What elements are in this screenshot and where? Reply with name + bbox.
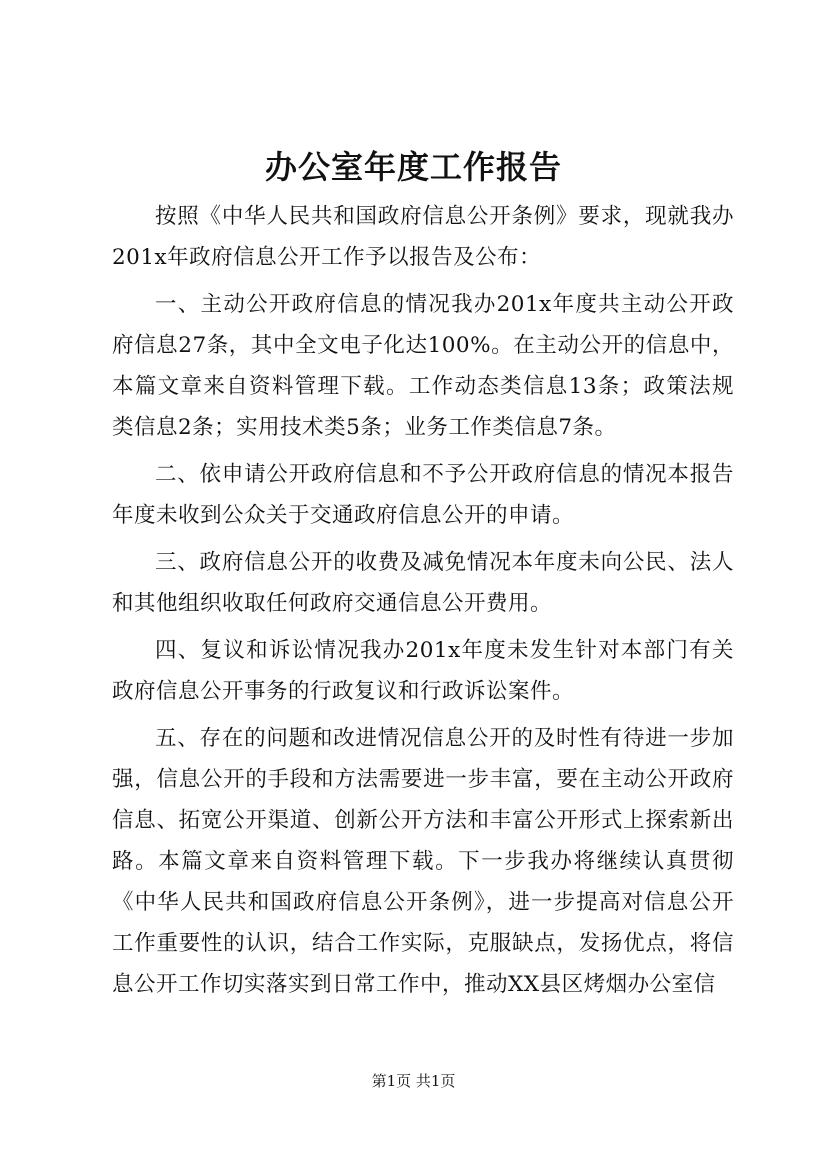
paragraph-section-5: 五、存在的问题和改进情况信息公开的及时性有待进一步加强，信息公开的手段和方法需要进一步丰富，要在主动公开政府信息、拓宽公开渠道、创新公开方法和丰富公开形式上探索新出路。本篇文章来自资料管理下载。下一步我办将继续认真贯彻《中华人民共和国政府信息公开条例》，进一步提高对信息公开工作重要性的认识，结合工作实际，克服缺点，发扬优点，将信息公开工作切实落实到日常工作中，推动XX县区烤烟办公室信 (112, 726, 734, 997)
document-body (112, 196, 734, 1011)
paragraph-section-3: 三、政府信息公开的收费及减免情况本年度未向公民、法人和其他组织收取任何政府交通信息公开费用。 (112, 550, 734, 616)
paragraph-section-1: 一、主动公开政府信息的情况我办201x年度共主动公开政府信息27条，其中全文电子化达100%。在主动公开的信息中，本篇文章来自资料管理下载。工作动态类信息13条；政策法规类信息2条；实用技术类5条；业务工作类信息7条。 (112, 292, 734, 440)
page-number-footer: 第1页 共1页 (371, 1072, 456, 1090)
paragraph-intro: 按照《中华人民共和国政府信息公开条例》要求，现就我办201x年政府信息公开工作予以报告及公布： (112, 204, 734, 270)
paragraph-section-2: 二、依申请公开政府信息和不予公开政府信息的情况本报告年度未收到公众关于交通政府信息公开的申请。 (112, 462, 734, 528)
paragraph-section-4: 四、复议和诉讼情况我办201x年度未发生针对本部门有关政府信息公开事务的行政复议和行政诉讼案件。 (112, 638, 734, 704)
document-title: 办公室年度工作报告 (264, 148, 562, 186)
